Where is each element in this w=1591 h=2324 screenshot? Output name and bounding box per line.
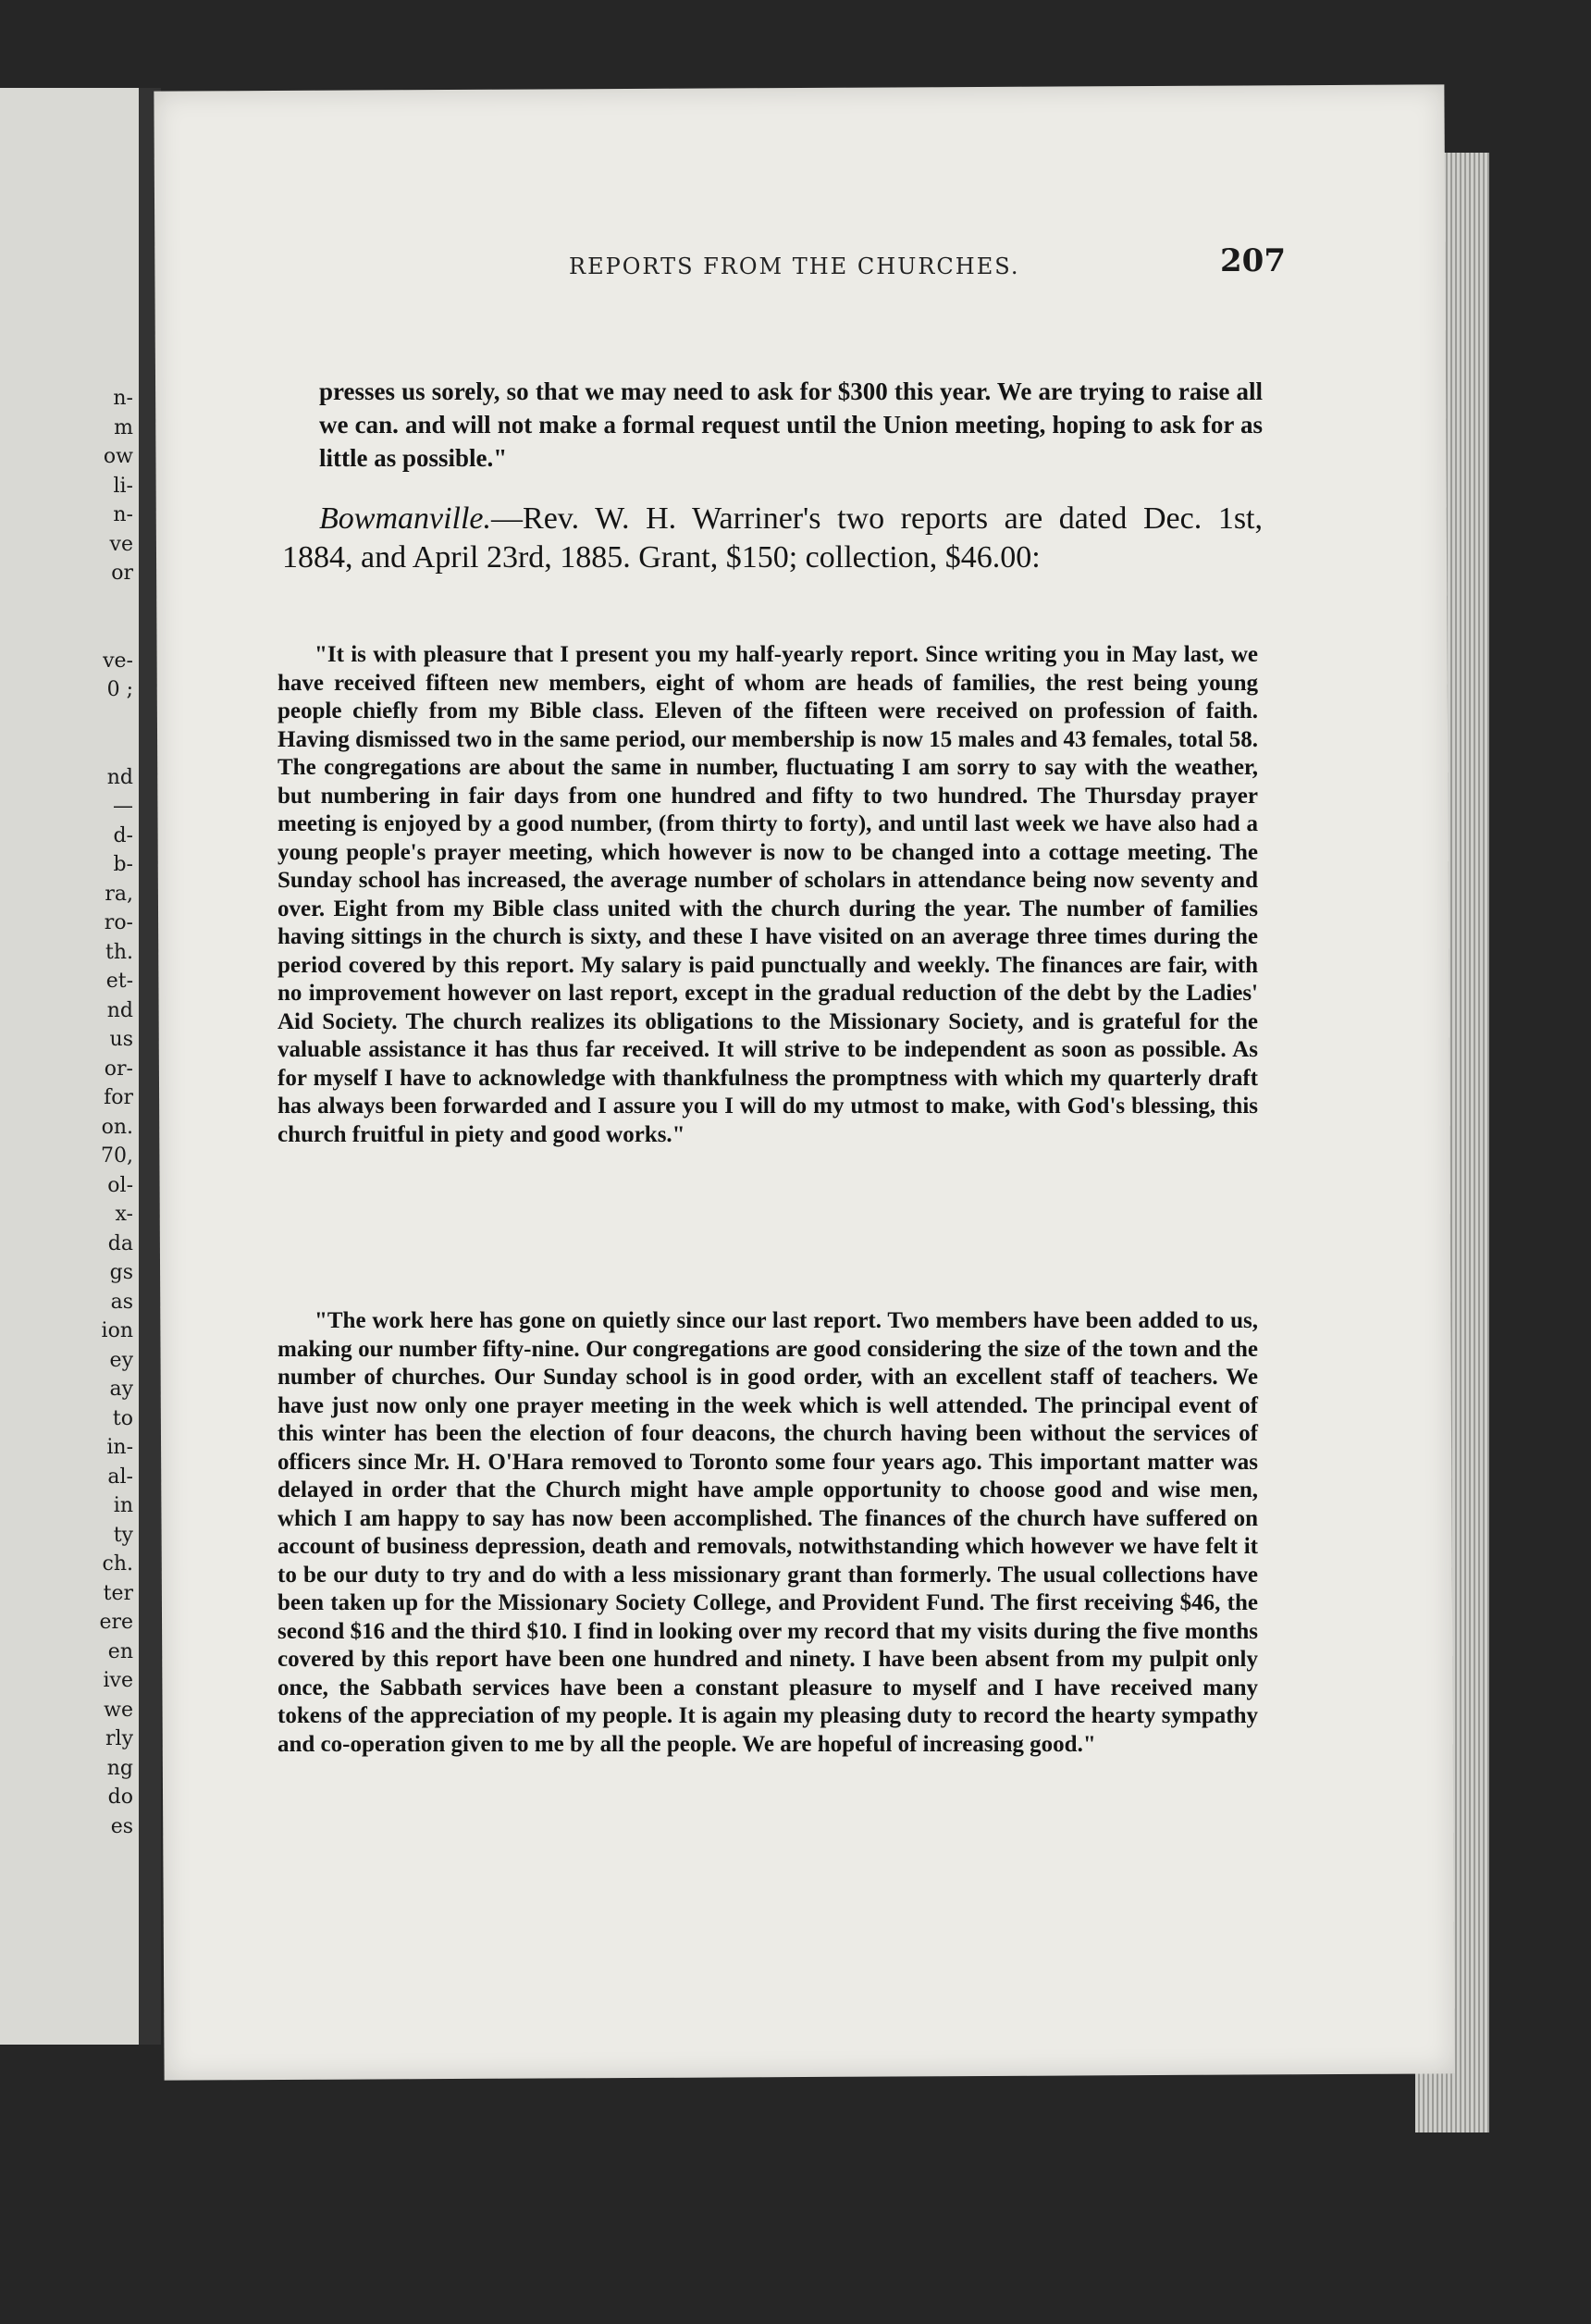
facing-page-word: in [113, 1494, 133, 1517]
running-head: REPORTS FROM THE CHURCHES. [569, 253, 1020, 279]
facing-page-word: on. [101, 1115, 133, 1139]
facing-page-word: et- [105, 970, 133, 993]
facing-page-word [4, 734, 133, 763]
facing-page-word: b- [113, 853, 133, 876]
facing-page-word: ter [103, 1581, 133, 1605]
page-header [388, 242, 1286, 298]
facing-page-word: do [107, 1786, 133, 1809]
facing-page-word: us [109, 1028, 133, 1051]
facing-page-word: x- [115, 1203, 133, 1226]
place-name: Bowmanville. [319, 501, 492, 536]
facing-page-word [4, 588, 133, 618]
facing-page-word: 0 ; [106, 678, 133, 701]
facing-page-word: ow [103, 445, 133, 468]
continuation-text: presses us sorely, so that we may need to ask for $300 this year. We are trying to raise all we can. and will not make a formal request until the Union meeting, hoping to ask for as little as possible." [319, 377, 1263, 472]
facing-page-word: nd [106, 998, 133, 1022]
facing-page-word: ay [109, 1378, 133, 1401]
facing-page-word: gs [109, 1261, 133, 1284]
bowmanville-heading-paragraph [282, 500, 1263, 577]
facing-page-word: rly [105, 1727, 133, 1750]
facing-page-word: d- [113, 823, 133, 847]
facing-page-word: as [110, 1290, 133, 1314]
facing-page-word: ol- [107, 1173, 133, 1197]
facing-page-word: or [111, 562, 133, 585]
facing-page-word: da [107, 1231, 133, 1255]
facing-page-word: n- [113, 387, 133, 410]
facing-page-word: — [113, 795, 133, 818]
first-report [278, 641, 1258, 1149]
facing-page-word: m [114, 415, 133, 439]
facing-page-word: ty [113, 1523, 133, 1547]
facing-page-word [4, 705, 133, 735]
facing-page-word: we [104, 1698, 133, 1722]
facing-page [0, 88, 139, 2045]
facing-page-word: es [110, 1814, 133, 1838]
facing-page-word: ro- [104, 911, 133, 934]
facing-page-word: for [104, 1086, 133, 1109]
second-report-text: "The work here has gone on quietly since our last report. Two members have been added to us, making our number fifty-nine. Our congregations are good considering the size of the town and the number of churches. Our Sunday school is in good order, with an excellent staff of teachers. We have just now only one prayer meeting in the week which is well attended. The principal event of this winter has been the election of four deacons, the church having been without the services of officers since Mr. H. O'Hara removed to Toronto some four years ago. This important matter was delayed in order that the Church might have ample opportunity to choose good and wise men, which I am happy to say has now been accomplished. The finances of the church have suffered on account of business depression, death and removals, notwithstanding which however we have felt it to be our duty to try and do with a less missionary grant than formerly. The usual collections have been taken up for the Missionary Society College, and Provident Fund. The first receiving $46, the second $16 and the third $10. I find in looking over my record that my visits during the five months covered by this report have been one hundred and ninety. I have been absent from my pulpit only once, the Sabbath services have been a constant pleasure to myself and I have received many tokens of the appreciation of my people. It is again my pleasing duty to record the hearty sympathy and co-operation given to me by all the people. We are hopeful of increasing good." [278, 1308, 1258, 1757]
facing-page-word [4, 617, 133, 647]
facing-page-word: ey [109, 1348, 133, 1372]
facing-page-word: al- [107, 1465, 133, 1489]
facing-page-word: 70, [101, 1144, 133, 1168]
continuation-paragraph [319, 375, 1263, 475]
facing-page-word: in- [106, 1436, 133, 1459]
facing-page-word: ion [101, 1319, 133, 1342]
second-report [278, 1307, 1258, 1759]
facing-page-word: ere [99, 1611, 133, 1634]
facing-page-word: ive [103, 1669, 133, 1692]
facing-page-word: ra, [105, 882, 133, 906]
facing-page-word: th. [105, 940, 133, 964]
facing-page-word: ng [106, 1756, 133, 1780]
first-report-text: "It is with pleasure that I present you my half-yearly report. Since writing you in May last, we have received fifteen new members, eight of whom are heads of families, the rest being young people chiefly from my Bible class. Eleven of the fifteen were received on profession of faith. Having dismissed two in the same period, our membership is now 15 males and 43 females, total 58. The congregations are about the same in number, fluctuating I am sorry to say with the weather, but numbering in fair days from one hundred and fifty to two hundred. The Thursday prayer meeting is enjoyed by a good number, (from thirty to forty), and until last week we have also had a young people's prayer meeting, which however is now to be changed into a cottage meeting. The Sunday school has increased, the average number of scholars in attendance being now seventy and over. Eight from my Bible class united with the church during the year. The number of families having sittings in the church is sixty, and these I have visited on an average three times during the period covered by this report. My salary is paid punctually and weekly. The finances are fair, with no improvement however on last report, except in the gradual reduction of the debt by the Ladies' Aid Society. The church realizes its obligations to the Missionary Society, and is grateful for the valuable assistance it has thus far received. It will strive to be independent as soon as possible. As for myself I have to acknowledge with thankfulness the promptness with which my quarterly draft has always been forwarded and I assure you I will do my utmost to make, with God's blessing, this church fruitful in piety and good works." [278, 642, 1258, 1147]
facing-page-word: li- [113, 474, 133, 498]
facing-page-word: to [112, 1406, 133, 1430]
bowmanville-summary: —Rev. W. H. Warriner's two reports are dated Dec. 1st, 1884, and April 23rd, 1885. Grant, $150; collection, $46.00: [282, 501, 1263, 575]
page-number: 207 [1220, 242, 1286, 279]
facing-page-word: en [107, 1639, 133, 1663]
facing-page-word: ch. [102, 1552, 133, 1576]
facing-page-word: ve [109, 532, 133, 556]
facing-page-word: or- [104, 1057, 133, 1081]
facing-page-word: n- [113, 503, 133, 526]
facing-page-word: ve- [103, 649, 133, 673]
facing-page-word: nd [106, 765, 133, 789]
facing-page-text [4, 384, 133, 1841]
